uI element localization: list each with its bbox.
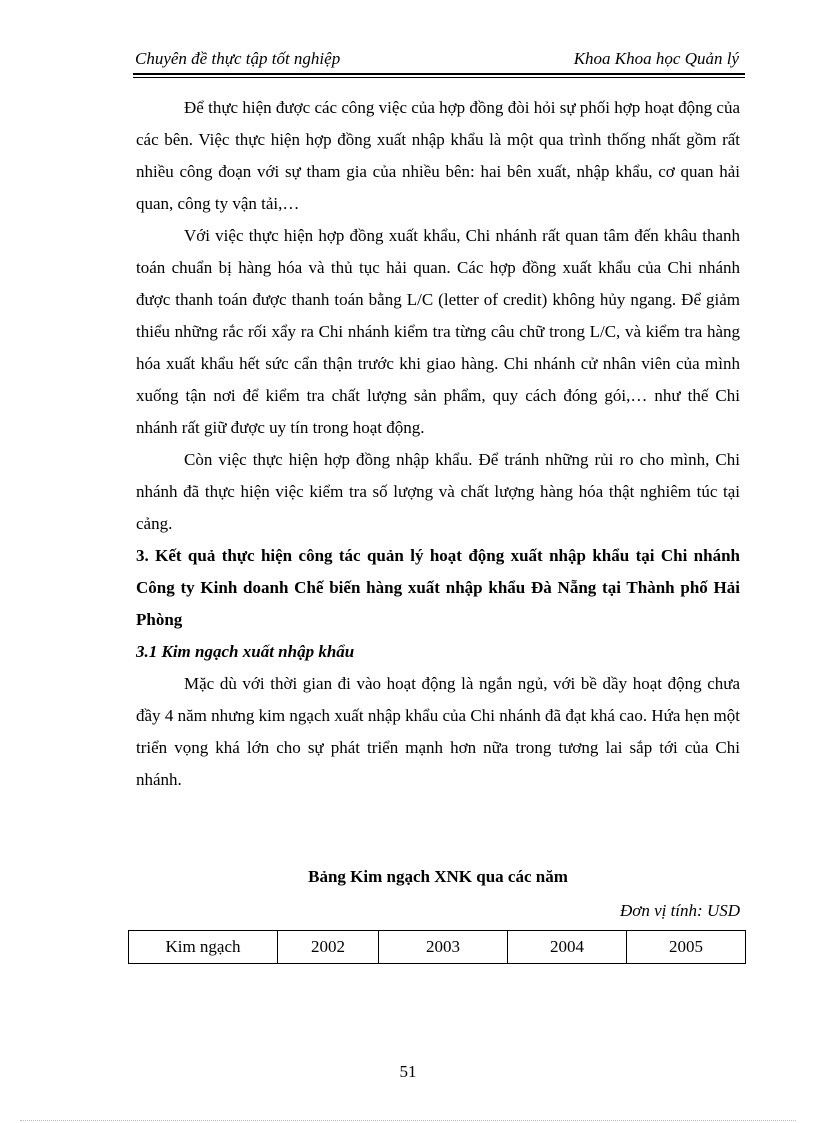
table-header-cell: Kim ngạch bbox=[129, 931, 278, 964]
paragraph-4: Mặc dù với thời gian đi vào hoạt động là ngắn ngủ, với bề dầy hoạt động chưa đầy 4 năm nhưng kim ngạch xuất nhập khẩu của Chi nhánh đã đạt khá cao. Hứa hẹn một triển vọng khá lớn cho sự phát triển mạnh hơn nữa trong tương lai sắp tới của Chi nhánh. bbox=[136, 674, 740, 789]
table-unit: Đơn vị tính: USD bbox=[619, 901, 740, 920]
section-heading: 3. Kết quả thực hiện công tác quản lý hoạt động xuất nhập khẩu tại Chi nhánh Công ty Kinh doanh Chế biến hàng xuất nhập khẩu Đà Nẵng tại Thành phố Hải Phòng bbox=[136, 546, 740, 629]
header-left-title: Chuyên đề thực tập tốt nghiệp bbox=[135, 49, 341, 68]
table-header-cell: 2002 bbox=[278, 931, 379, 964]
header-right-title: Khoa Khoa học Quản lý bbox=[573, 49, 739, 68]
table-header-cell: 2005 bbox=[627, 931, 746, 964]
page-header bbox=[133, 47, 745, 75]
paragraph-3: Còn việc thực hiện hợp đồng nhập khẩu. Để tránh những rủi ro cho mình, Chi nhánh đã thực hiện việc kiểm tra số lượng và chất lượng hàng hóa thật nghiêm túc tại cảng. bbox=[136, 450, 740, 533]
table-header-cell: 2003 bbox=[379, 931, 508, 964]
table-title: Bảng Kim ngạch XNK qua các năm bbox=[308, 867, 568, 886]
table-header-cell: 2004 bbox=[508, 931, 627, 964]
paragraph-1: Để thực hiện được các công việc của hợp đồng đòi hỏi sự phối hợp hoạt động của các bên. Việc thực hiện hợp đồng xuất nhập khẩu là một qua trình thống nhất gồm rất nhiều công đoạn với sự tham gia của nhiều bên: hai bên xuất, nhập khẩu, cơ quan hải quan, công ty vận tải,… bbox=[136, 98, 740, 213]
subsection-heading: 3.1 Kim ngạch xuất nhập khẩu bbox=[136, 642, 355, 661]
export-import-table bbox=[128, 930, 746, 964]
document-body bbox=[136, 92, 740, 796]
table-header-row bbox=[129, 931, 746, 964]
paragraph-2: Với việc thực hiện hợp đồng xuất khẩu, Chi nhánh rất quan tâm đến khâu thanh toán chuẩn bị hàng hóa và thủ tục hải quan. Các hợp đồng xuất khẩu của Chi nhánh được thanh toán được thanh toán bằng L/C (letter of credit) không hủy ngang. Để giảm thiểu những rắc rối xẩy ra Chi nhánh kiểm tra từng câu chữ trong L/C, và kiểm tra hàng hóa xuất khẩu hết sức cẩn thận trước khi giao hàng. Chi nhánh cử nhân viên của mình xuống tận nơi để kiểm tra chất lượng sản phẩm, quy cách đóng gói,… như thế Chi nhánh rất giữ được uy tín trong hoạt động. bbox=[136, 226, 740, 437]
page-bottom-divider bbox=[20, 1120, 796, 1121]
page-number: 51 bbox=[399, 1062, 417, 1081]
